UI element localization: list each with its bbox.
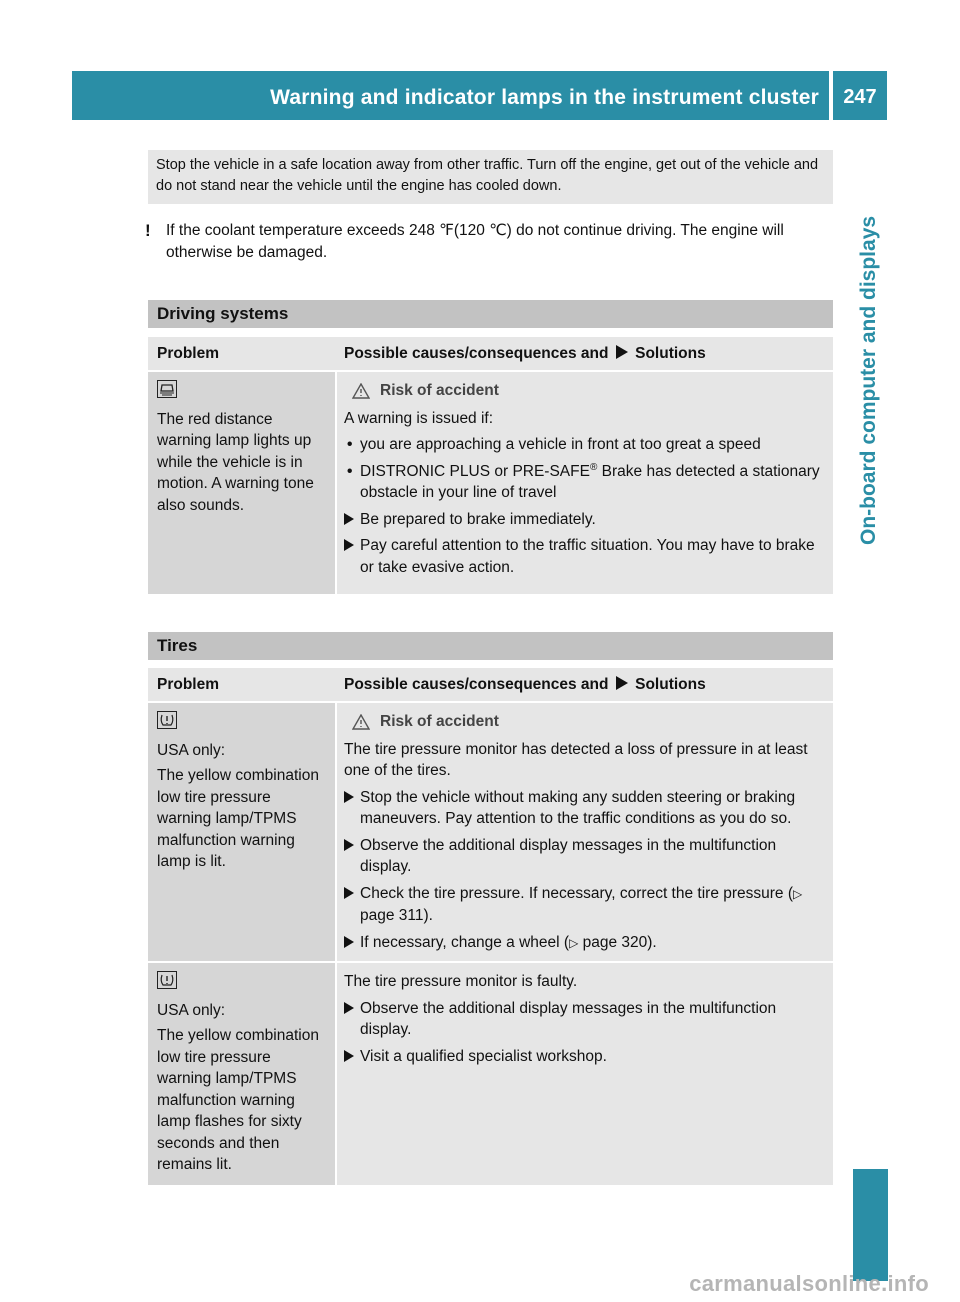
page-ref-icon: ▷ [569,935,579,950]
tire-pressure-lamp-icon [157,711,177,729]
section-tires: Tires [148,632,833,660]
warning-triangle-icon [352,714,370,730]
tires-table [148,668,833,1187]
action-arrow-icon [344,839,354,851]
problem-text: The yellow combination low tire pressure warning lamp/TPMS malfunction warning lamp flashes for sixty seconds and then remains lit. [157,1027,319,1173]
action-text: Observe the additional display messages in the multifunction display. [360,836,777,875]
region-text: USA only: [157,1001,226,1019]
action-item [344,998,825,1041]
action-item [344,932,825,955]
action-arrow-icon [344,513,354,525]
bullet-text: Brake has detected a stationary obstacle in your line of travel [360,462,820,501]
col-solutions-label-2: Solutions [635,676,706,693]
region-text: USA only: [157,741,226,759]
tire-pressure-lamp-icon [157,971,177,989]
bullet-text: DISTRONIC PLUS or PRE-SAFE [360,462,590,480]
action-text: Be prepared to brake immediately. [360,510,596,528]
problem-text: The yellow combination low tire pressure warning lamp/TPMS malfunction warning lamp is lit. [157,767,319,870]
table-row [148,703,833,963]
page-number-box [833,71,887,120]
action-text: Visit a qualified specialist workshop. [360,1047,607,1065]
distance-warning-lamp-icon [157,380,177,398]
col-problem: Problem [157,345,220,362]
risk-heading [344,380,825,402]
warning-triangle-icon [352,383,370,399]
bullet-item [344,461,825,504]
action-text: Observe the additional display messages in the multifunction display. [360,999,777,1038]
page-number: 247 [843,86,877,108]
problem-cell [148,963,335,1185]
action-text: Stop the vehicle without making any sudden steering or braking maneuvers. Pay attention to the traffic conditions as you do so. [360,788,796,827]
solution-cell [337,372,833,594]
action-item [344,1046,825,1068]
watermark: carmanualsonline.info [689,1270,929,1296]
page-ref-link[interactable]: page 311). [360,907,433,924]
action-item [344,883,825,927]
arrow-right-icon [616,676,628,690]
header-bar [72,71,829,120]
solution-intro: A warning is issued if: [344,409,494,427]
col-solutions [335,337,833,370]
action-arrow-icon [344,539,354,551]
side-tab-label: On-board computer and displays [857,215,880,545]
action-arrow-icon [344,936,354,948]
driving-systems-table [148,337,833,596]
page-ref-link[interactable]: page 320). [578,933,657,951]
arrow-right-icon [616,345,628,359]
solution-cell [337,703,833,961]
page-ref-icon: ▷ [793,886,803,901]
problem-cell [148,372,335,594]
action-item [344,509,825,531]
problem-text: The red distance warning lamp lights up while the vehicle is in motion. A warning tone also sounds. [157,410,314,514]
action-item [344,835,825,878]
exclamation-icon: ! [145,221,151,240]
risk-heading [344,711,825,733]
safety-note: Stop the vehicle in a safe location away from other traffic. Turn off the engine, get out of the vehicle and do not stand near the vehicle until the engine has cooled down. [148,150,833,204]
action-item [344,787,825,830]
table-header [148,337,833,372]
col-solutions-label: Possible causes/consequences and [344,345,609,362]
risk-label: Risk of accident [380,382,499,399]
page-title: Warning and indicator lamps in the instrument cluster [270,86,819,109]
action-arrow-icon [344,1050,354,1062]
col-solutions [335,668,833,701]
col-solutions-label: Possible causes/consequences and [344,676,609,693]
action-arrow-icon [344,1002,354,1014]
side-tab [853,130,888,570]
coolant-warning-text: If the coolant temperature exceeds 248 ℉(120 ℃) do not continue driving. The engine will otherwise be damaged. [166,222,784,261]
action-arrow-icon [344,791,354,803]
action-arrow-icon [344,887,354,899]
table-header [148,668,833,703]
action-text: Check the tire pressure. If necessary, correct the tire pressure ( [360,884,794,902]
problem-cell [148,703,335,961]
col-solutions-label-2: Solutions [635,345,706,362]
solution-intro: The tire pressure monitor has detected a loss of pressure in at least one of the tires. [344,740,808,779]
registered-mark: ® [589,461,598,473]
solution-cell [337,963,833,1185]
bullet-item: • you are approaching a vehicle in front at too great a speed [344,434,825,456]
section-driving-systems: Driving systems [148,300,833,328]
side-marker [853,1169,888,1281]
table-row [148,372,833,596]
action-item [344,535,825,578]
risk-label: Risk of accident [380,713,499,730]
action-text: Pay careful attention to the traffic situation. You may have to brake or take evasive action. [360,537,815,576]
solution-intro: The tire pressure monitor is faulty. [344,973,578,990]
table-row [148,963,833,1187]
col-problem: Problem [157,676,220,693]
action-text: If necessary, change a wheel ( [360,933,570,951]
coolant-warning [145,220,838,264]
